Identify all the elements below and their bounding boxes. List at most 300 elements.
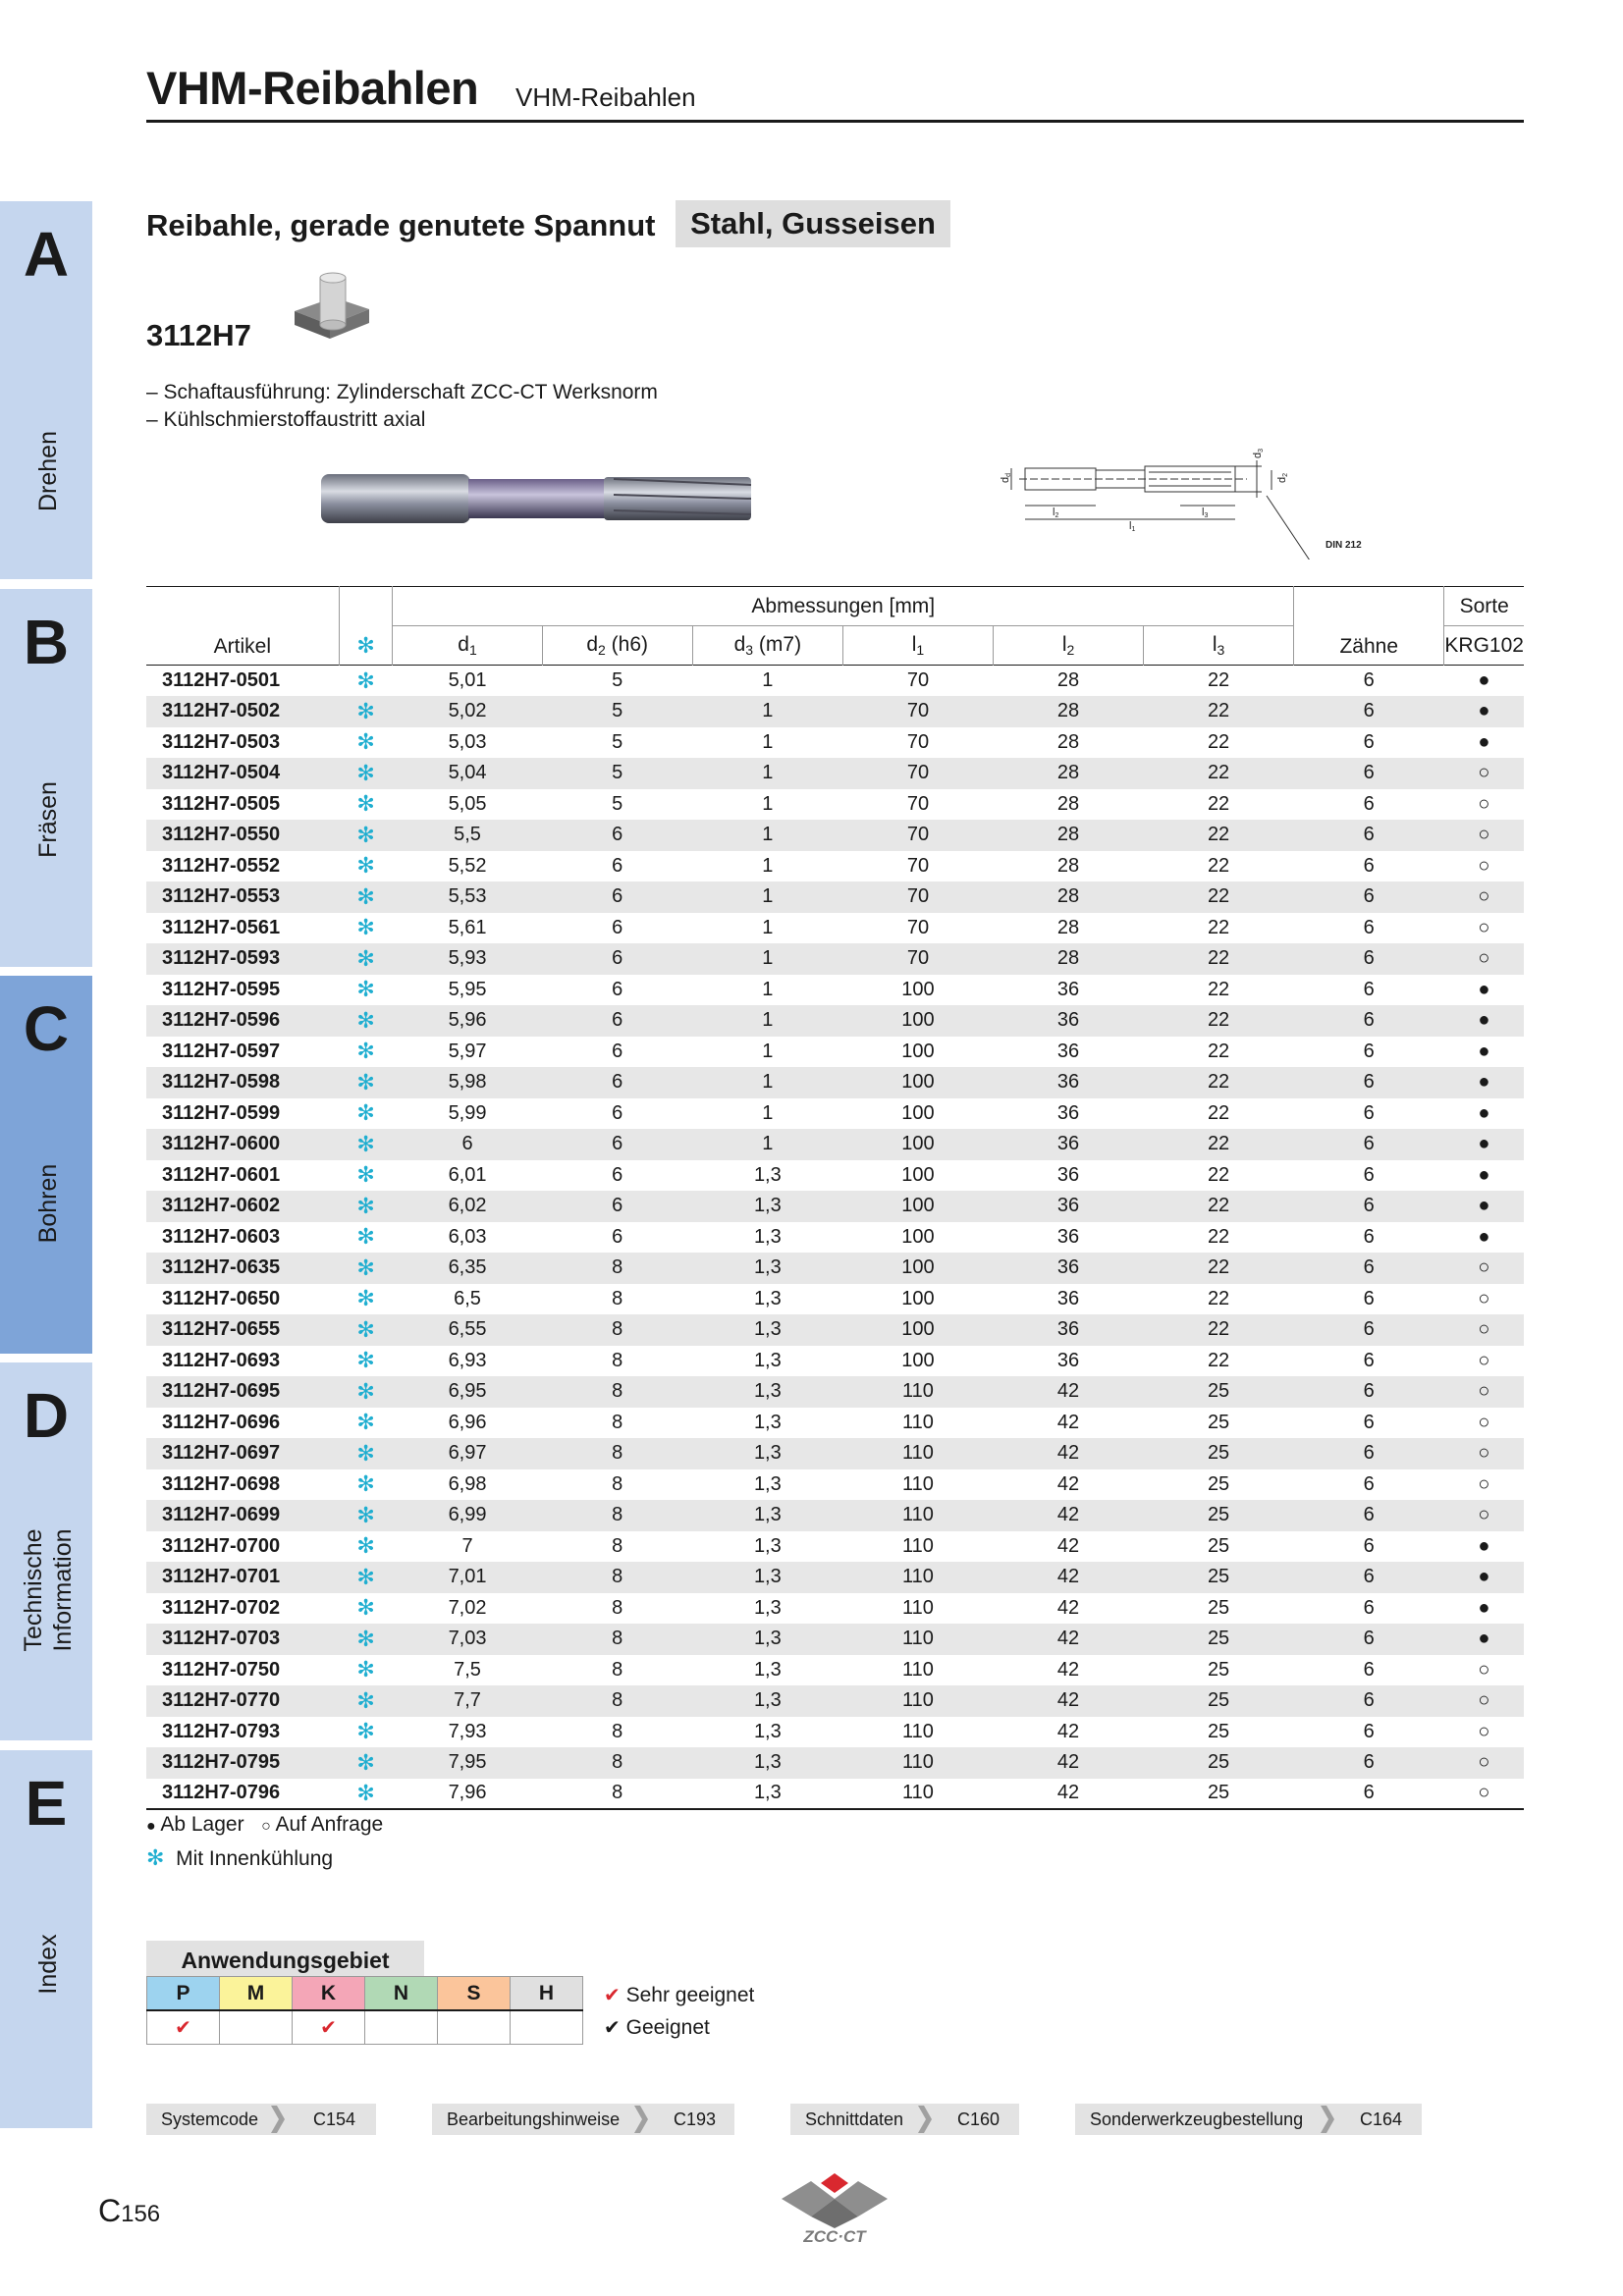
- cell-l1: 100: [901, 1163, 935, 1186]
- cell-availability: ○: [1478, 1287, 1490, 1309]
- cell-l3: 22: [1207, 792, 1230, 815]
- logo-text: ZCC·CT: [803, 2227, 866, 2244]
- cell-l3: 25: [1207, 1442, 1230, 1465]
- cell-zaehne: 6: [1363, 1163, 1375, 1186]
- side-tab-label: Technische: [20, 1528, 47, 1652]
- page-subtitle: VHM-Reibahlen: [515, 82, 696, 112]
- cell-zaehne: 6: [1363, 1133, 1375, 1155]
- title-divider: [146, 120, 1524, 123]
- cell-l1: 100: [901, 1349, 935, 1371]
- cell-l3: 22: [1207, 762, 1230, 784]
- table-row: [146, 1222, 1524, 1254]
- table-row: [146, 1655, 1524, 1686]
- cell-d2: 6: [612, 1101, 623, 1124]
- side-tab-letter: E: [25, 1768, 68, 1839]
- material-group-h: H: [511, 1977, 583, 2011]
- link-sonderwerkzeugbestellung[interactable]: Sonderwerkzeugbestellung C164: [1075, 2104, 1422, 2135]
- cell-d1: 6,98: [448, 1472, 487, 1495]
- cell-zaehne: 6: [1363, 1318, 1375, 1341]
- coolant-icon: ✻: [146, 1845, 165, 1870]
- cell-d2: 8: [612, 1256, 623, 1279]
- cell-zaehne: 6: [1363, 1534, 1375, 1557]
- cell-d1: 6,03: [448, 1225, 487, 1248]
- cell-l2: 36: [1056, 1349, 1080, 1371]
- cell-artikel: 3112H7-0595: [162, 978, 281, 1000]
- cell-d1: 6,35: [448, 1256, 487, 1279]
- check-icon: ✔: [604, 2017, 621, 2039]
- cell-l2: 28: [1056, 916, 1080, 938]
- cell-d2: 8: [612, 1472, 623, 1495]
- cell-zaehne: 6: [1363, 669, 1375, 691]
- col-zaehne: Zähne: [1294, 587, 1444, 666]
- cell-l3: 22: [1207, 1225, 1230, 1248]
- table-row: [146, 1500, 1524, 1531]
- cell-l3: 22: [1207, 1071, 1230, 1094]
- cell-artikel: 3112H7-0504: [162, 762, 281, 784]
- coolant-icon: ✻: [356, 1471, 375, 1497]
- cell-artikel: 3112H7-0699: [162, 1504, 281, 1526]
- cell-l1: 110: [902, 1380, 934, 1403]
- table-row: [146, 820, 1524, 851]
- cell-d2: 6: [612, 1009, 623, 1032]
- cell-availability: ●: [1478, 1225, 1490, 1248]
- cell-l1: 100: [901, 1071, 935, 1094]
- cell-availability: ○: [1478, 947, 1490, 970]
- cell-l3: 22: [1207, 1163, 1230, 1186]
- coolant-icon: ✻: [356, 1440, 375, 1466]
- coolant-icon: ✻: [356, 1749, 375, 1775]
- on-request-icon: ○: [261, 1818, 271, 1835]
- rating-k: ✔: [293, 2010, 365, 2045]
- coolant-icon: ✻: [356, 1100, 375, 1126]
- cell-l2: 42: [1056, 1782, 1080, 1804]
- cell-d3: 1,3: [753, 1628, 782, 1650]
- cell-d3: 1: [762, 762, 774, 784]
- cell-l2: 28: [1056, 885, 1080, 908]
- cell-d1: 5,5: [454, 824, 481, 846]
- cell-l1: 110: [902, 1472, 934, 1495]
- cell-d1: 6,5: [454, 1287, 481, 1309]
- side-tab-label: Bohren: [34, 1163, 62, 1244]
- cell-d3: 1: [762, 978, 774, 1000]
- on-request-label: Auf Anfrage: [275, 1813, 384, 1836]
- cell-availability: ●: [1478, 700, 1490, 722]
- table-row: [146, 1593, 1524, 1625]
- cell-d3: 1,3: [753, 1566, 782, 1588]
- cell-zaehne: 6: [1363, 1411, 1375, 1433]
- cell-d1: 5,05: [448, 792, 487, 815]
- cell-d2: 8: [612, 1658, 623, 1681]
- cell-d3: 1,3: [753, 1380, 782, 1403]
- cell-zaehne: 6: [1363, 1628, 1375, 1650]
- table-row: [146, 913, 1524, 944]
- cell-zaehne: 6: [1363, 824, 1375, 846]
- cell-d2: 8: [612, 1349, 623, 1371]
- coolant-icon: ✻: [356, 945, 375, 971]
- cell-l3: 25: [1207, 1411, 1230, 1433]
- cell-l3: 22: [1207, 1256, 1230, 1279]
- cell-l3: 25: [1207, 1504, 1230, 1526]
- cell-l3: 25: [1207, 1380, 1230, 1403]
- cell-artikel: 3112H7-0503: [162, 730, 281, 753]
- cell-d3: 1: [762, 1133, 774, 1155]
- cell-d1: 7,93: [448, 1720, 487, 1742]
- cell-availability: ●: [1478, 1628, 1490, 1650]
- table-row: [146, 1005, 1524, 1037]
- dim-l3: l3: [1202, 507, 1209, 519]
- cell-l1: 110: [902, 1689, 934, 1712]
- cell-l2: 36: [1056, 1287, 1080, 1309]
- article-table: [146, 586, 1524, 1810]
- cell-l1: 100: [901, 1195, 935, 1217]
- material-group-s: S: [438, 1977, 511, 2011]
- table-row: [146, 1160, 1524, 1192]
- cell-d3: 1: [762, 1071, 774, 1094]
- cell-d2: 8: [612, 1442, 623, 1465]
- cell-artikel: 3112H7-0698: [162, 1472, 281, 1495]
- side-tab-a[interactable]: [0, 201, 92, 579]
- coolant-icon: ✻: [356, 1564, 375, 1589]
- cell-d3: 1: [762, 1009, 774, 1032]
- cell-l3: 25: [1207, 1751, 1230, 1774]
- coolant-icon: ✻: [356, 822, 375, 847]
- cell-l3: 22: [1207, 1133, 1230, 1155]
- cell-l3: 25: [1207, 1596, 1230, 1619]
- table-row: [146, 1098, 1524, 1130]
- cell-l1: 100: [901, 1225, 935, 1248]
- cell-d1: 5,03: [448, 730, 487, 753]
- cell-l1: 70: [906, 947, 930, 970]
- coolant-icon: ✻: [356, 1626, 375, 1651]
- link-systemcode[interactable]: Systemcode C154: [146, 2104, 376, 2135]
- availability-legend: [146, 1813, 383, 1837]
- cell-d1: 5,99: [448, 1101, 487, 1124]
- cell-l2: 36: [1056, 1133, 1080, 1155]
- cell-l1: 70: [906, 669, 930, 691]
- cell-l2: 28: [1056, 700, 1080, 722]
- cell-l1: 100: [901, 1040, 935, 1062]
- cell-d1: 5,98: [448, 1071, 487, 1094]
- cell-d2: 6: [612, 824, 623, 846]
- chevron-right-icon: [634, 2106, 648, 2133]
- cell-l1: 100: [901, 1009, 935, 1032]
- cell-d1: 6,99: [448, 1504, 487, 1526]
- dimension-drawing: [992, 447, 1384, 560]
- cell-d2: 6: [612, 916, 623, 938]
- col-coolant: [339, 587, 393, 666]
- cell-d3: 1: [762, 947, 774, 970]
- feature-coolant: – Kühlschmierstoffaustritt axial: [146, 408, 426, 431]
- col-d3: $d_3$ (m7): [692, 626, 842, 666]
- cell-availability: ○: [1478, 1472, 1490, 1495]
- cell-l3: 25: [1207, 1628, 1230, 1650]
- cell-d2: 5: [612, 700, 623, 722]
- col-grade: KRG102: [1444, 633, 1524, 657]
- cell-d2: 6: [612, 854, 623, 877]
- dim-l2: l2: [1053, 507, 1059, 519]
- cell-d1: 5,95: [448, 978, 487, 1000]
- coolant-icon: ✻: [356, 760, 375, 785]
- cell-d3: 1,3: [753, 1195, 782, 1217]
- cell-l2: 36: [1056, 1225, 1080, 1248]
- cell-availability: ●: [1478, 978, 1490, 1000]
- cell-l1: 110: [902, 1628, 934, 1650]
- cell-availability: ●: [1478, 1133, 1490, 1155]
- cell-availability: ○: [1478, 1442, 1490, 1465]
- cell-l3: 22: [1207, 916, 1230, 938]
- product-code: 3112H7: [146, 318, 251, 352]
- cell-zaehne: 6: [1363, 885, 1375, 908]
- table-row: [146, 1314, 1524, 1346]
- cell-d2: 8: [612, 1380, 623, 1403]
- cell-l1: 110: [902, 1442, 934, 1465]
- cell-zaehne: 6: [1363, 854, 1375, 877]
- rating-m: [220, 2010, 293, 2045]
- cell-d1: 7: [461, 1534, 473, 1557]
- cell-d3: 1,3: [753, 1472, 782, 1495]
- cell-availability: ○: [1478, 854, 1490, 877]
- cell-d1: 5,97: [448, 1040, 487, 1062]
- cell-zaehne: 6: [1363, 947, 1375, 970]
- cell-l1: 100: [901, 1318, 935, 1341]
- cell-l1: 110: [902, 1782, 934, 1804]
- cell-artikel: 3112H7-0603: [162, 1225, 281, 1248]
- cell-l2: 42: [1056, 1411, 1080, 1433]
- material-group-n: N: [365, 1977, 438, 2011]
- cell-l2: 36: [1056, 1101, 1080, 1124]
- cell-d2: 6: [612, 1163, 623, 1186]
- cell-l3: 22: [1207, 1318, 1230, 1341]
- cell-d2: 8: [612, 1534, 623, 1557]
- cell-zaehne: 6: [1363, 1040, 1375, 1062]
- cell-availability: ●: [1478, 1009, 1490, 1032]
- cell-d1: 6,96: [448, 1411, 487, 1433]
- chevron-right-icon: [1321, 2106, 1334, 2133]
- cell-l1: 70: [906, 792, 930, 815]
- col-artikel: Artikel: [146, 587, 339, 666]
- cell-l1: 70: [906, 762, 930, 784]
- cell-l2: 42: [1056, 1380, 1080, 1403]
- material-group-p: P: [147, 1977, 220, 2011]
- cell-d3: 1,3: [753, 1349, 782, 1371]
- cell-zaehne: 6: [1363, 1442, 1375, 1465]
- cell-artikel: 3112H7-0501: [162, 669, 281, 691]
- cell-l1: 100: [901, 978, 935, 1000]
- cell-l1: 110: [902, 1720, 934, 1742]
- cell-l2: 36: [1056, 1318, 1080, 1341]
- cell-l3: 22: [1207, 1009, 1230, 1032]
- cell-l1: 110: [902, 1566, 934, 1588]
- cell-availability: ●: [1478, 669, 1490, 691]
- rating-p: ✔: [147, 2010, 220, 2045]
- section-title: Reibahle, gerade genutete Spannut: [146, 208, 656, 242]
- coolant-icon: ✻: [356, 1780, 375, 1805]
- chevron-right-icon: [271, 2106, 285, 2133]
- cell-l3: 25: [1207, 1782, 1230, 1804]
- cell-l2: 42: [1056, 1472, 1080, 1495]
- cell-d2: 6: [612, 1133, 623, 1155]
- cell-l3: 22: [1207, 730, 1230, 753]
- coolant-legend: [146, 1845, 333, 1871]
- cell-d2: 8: [612, 1504, 623, 1526]
- cell-d1: 5,93: [448, 947, 487, 970]
- table-row: [146, 758, 1524, 789]
- material-badge: Stahl, Gusseisen: [676, 200, 950, 247]
- cell-d3: 1,3: [753, 1442, 782, 1465]
- cell-zaehne: 6: [1363, 730, 1375, 753]
- cell-zaehne: 6: [1363, 1380, 1375, 1403]
- cell-l1: 70: [906, 824, 930, 846]
- cell-d3: 1,3: [753, 1596, 782, 1619]
- cell-zaehne: 6: [1363, 1009, 1375, 1032]
- table-row: [146, 1284, 1524, 1315]
- cell-artikel: 3112H7-0602: [162, 1195, 281, 1217]
- cell-l2: 36: [1056, 1195, 1080, 1217]
- coolant-icon: ✻: [356, 1224, 375, 1250]
- feature-shank: – Schaftausführung: Zylinderschaft ZCC-CT Werksnorm: [146, 381, 658, 403]
- col-l2: $l_2$: [994, 626, 1144, 666]
- cell-availability: ○: [1478, 916, 1490, 938]
- side-tab-d[interactable]: [0, 1362, 92, 1740]
- cell-d3: 1,3: [753, 1256, 782, 1279]
- cell-availability: ○: [1478, 1256, 1490, 1279]
- link-schnittdaten[interactable]: Schnittdaten C160: [790, 2104, 1019, 2135]
- cell-zaehne: 6: [1363, 700, 1375, 722]
- cell-d1: 5,01: [448, 669, 487, 691]
- cell-l2: 36: [1056, 1256, 1080, 1279]
- cell-zaehne: 6: [1363, 1751, 1375, 1774]
- page-title: VHM-Reibahlen: [146, 62, 479, 114]
- cell-availability: ●: [1478, 1163, 1490, 1186]
- page-number: C156: [98, 2193, 161, 2228]
- cell-zaehne: 6: [1363, 1689, 1375, 1712]
- cell-l3: 25: [1207, 1472, 1230, 1495]
- cell-d2: 6: [612, 1071, 623, 1094]
- cell-d3: 1,3: [753, 1504, 782, 1526]
- cell-zaehne: 6: [1363, 1658, 1375, 1681]
- cell-l1: 110: [902, 1658, 934, 1681]
- dim-d3: d3: [1252, 448, 1265, 458]
- cell-l1: 100: [901, 1101, 935, 1124]
- table-row: [146, 1531, 1524, 1563]
- table-row: [146, 943, 1524, 975]
- cell-d2: 8: [612, 1689, 623, 1712]
- cell-zaehne: 6: [1363, 1256, 1375, 1279]
- cell-availability: ○: [1478, 1411, 1490, 1433]
- coolant-icon: ✻: [356, 853, 375, 879]
- coolant-icon: ✻: [356, 791, 375, 817]
- cell-l2: 42: [1056, 1596, 1080, 1619]
- cell-d3: 1: [762, 700, 774, 722]
- cell-l1: 100: [901, 1133, 935, 1155]
- side-tab-c[interactable]: [0, 976, 92, 1354]
- table-row: [146, 851, 1524, 882]
- cell-availability: ○: [1478, 885, 1490, 908]
- cell-d1: 7,95: [448, 1751, 487, 1774]
- cell-l2: 36: [1056, 1040, 1080, 1062]
- cell-availability: ●: [1478, 1534, 1490, 1557]
- cell-artikel: 3112H7-0550: [162, 824, 281, 846]
- table-row: [146, 666, 1524, 697]
- cell-d1: 7,7: [454, 1689, 481, 1712]
- coolant-icon: ✻: [356, 1378, 375, 1404]
- cell-artikel: 3112H7-0701: [162, 1566, 281, 1588]
- cell-artikel: 3112H7-0593: [162, 947, 281, 970]
- cell-l3: 22: [1207, 885, 1230, 908]
- table-row: [146, 881, 1524, 913]
- in-stock-icon: ●: [146, 1818, 156, 1835]
- din-standard-label: DIN 212: [1325, 540, 1362, 551]
- cell-artikel: 3112H7-0597: [162, 1040, 281, 1062]
- cell-artikel: 3112H7-0703: [162, 1628, 281, 1650]
- cell-l2: 28: [1056, 792, 1080, 815]
- cell-artikel: 3112H7-0696: [162, 1411, 281, 1433]
- cell-d2: 6: [612, 978, 623, 1000]
- cell-l2: 36: [1056, 1009, 1080, 1032]
- table-row: [146, 1376, 1524, 1408]
- cell-artikel: 3112H7-0561: [162, 916, 281, 938]
- cell-zaehne: 6: [1363, 1566, 1375, 1588]
- cell-artikel: 3112H7-0695: [162, 1380, 281, 1403]
- cell-d3: 1: [762, 792, 774, 815]
- cell-l3: 25: [1207, 1658, 1230, 1681]
- table-row: [146, 1129, 1524, 1160]
- cell-l1: 110: [902, 1504, 934, 1526]
- side-tab-letter: A: [23, 219, 70, 290]
- cell-l2: 28: [1056, 762, 1080, 784]
- col-d1: $d_1$: [393, 626, 542, 666]
- cell-artikel: 3112H7-0750: [162, 1658, 281, 1681]
- cell-zaehne: 6: [1363, 762, 1375, 784]
- cell-zaehne: 6: [1363, 1720, 1375, 1742]
- side-tab-label: Fräsen: [34, 781, 62, 858]
- cell-l2: 28: [1056, 669, 1080, 691]
- cell-artikel: 3112H7-0601: [162, 1163, 281, 1186]
- cell-d3: 1,3: [753, 1720, 782, 1742]
- workpiece-bore-icon: [291, 268, 373, 350]
- link-bearbeitungshinweise[interactable]: Bearbeitungshinweise C193: [432, 2104, 734, 2135]
- side-tab-letter: C: [23, 993, 70, 1064]
- table-row: [146, 1037, 1524, 1068]
- cell-artikel: 3112H7-0655: [162, 1318, 281, 1341]
- cell-availability: ○: [1478, 792, 1490, 815]
- cell-l3: 22: [1207, 1195, 1230, 1217]
- cell-zaehne: 6: [1363, 1349, 1375, 1371]
- cell-d3: 1: [762, 669, 774, 691]
- cell-d1: 6,95: [448, 1380, 487, 1403]
- cell-d1: 7,03: [448, 1628, 487, 1650]
- cell-zaehne: 6: [1363, 916, 1375, 938]
- cell-l3: 22: [1207, 700, 1230, 722]
- cell-l3: 25: [1207, 1689, 1230, 1712]
- cell-d1: 6,97: [448, 1442, 487, 1465]
- cell-availability: ○: [1478, 1380, 1490, 1403]
- dim-l1: l1: [1129, 520, 1136, 533]
- cell-l1: 110: [902, 1534, 934, 1557]
- coolant-icon: ✻: [356, 1533, 375, 1559]
- cell-artikel: 3112H7-0599: [162, 1101, 281, 1124]
- cell-d2: 5: [612, 730, 623, 753]
- side-tab-b[interactable]: [0, 589, 92, 967]
- cell-zaehne: 6: [1363, 1472, 1375, 1495]
- side-tab-e[interactable]: [0, 1750, 92, 2128]
- cell-d2: 8: [612, 1411, 623, 1433]
- coolant-icon: ✻: [356, 1657, 375, 1682]
- side-tab-label: Information: [49, 1528, 77, 1652]
- cell-l3: 22: [1207, 854, 1230, 877]
- cell-artikel: 3112H7-0796: [162, 1782, 281, 1804]
- cell-l1: 70: [906, 885, 930, 908]
